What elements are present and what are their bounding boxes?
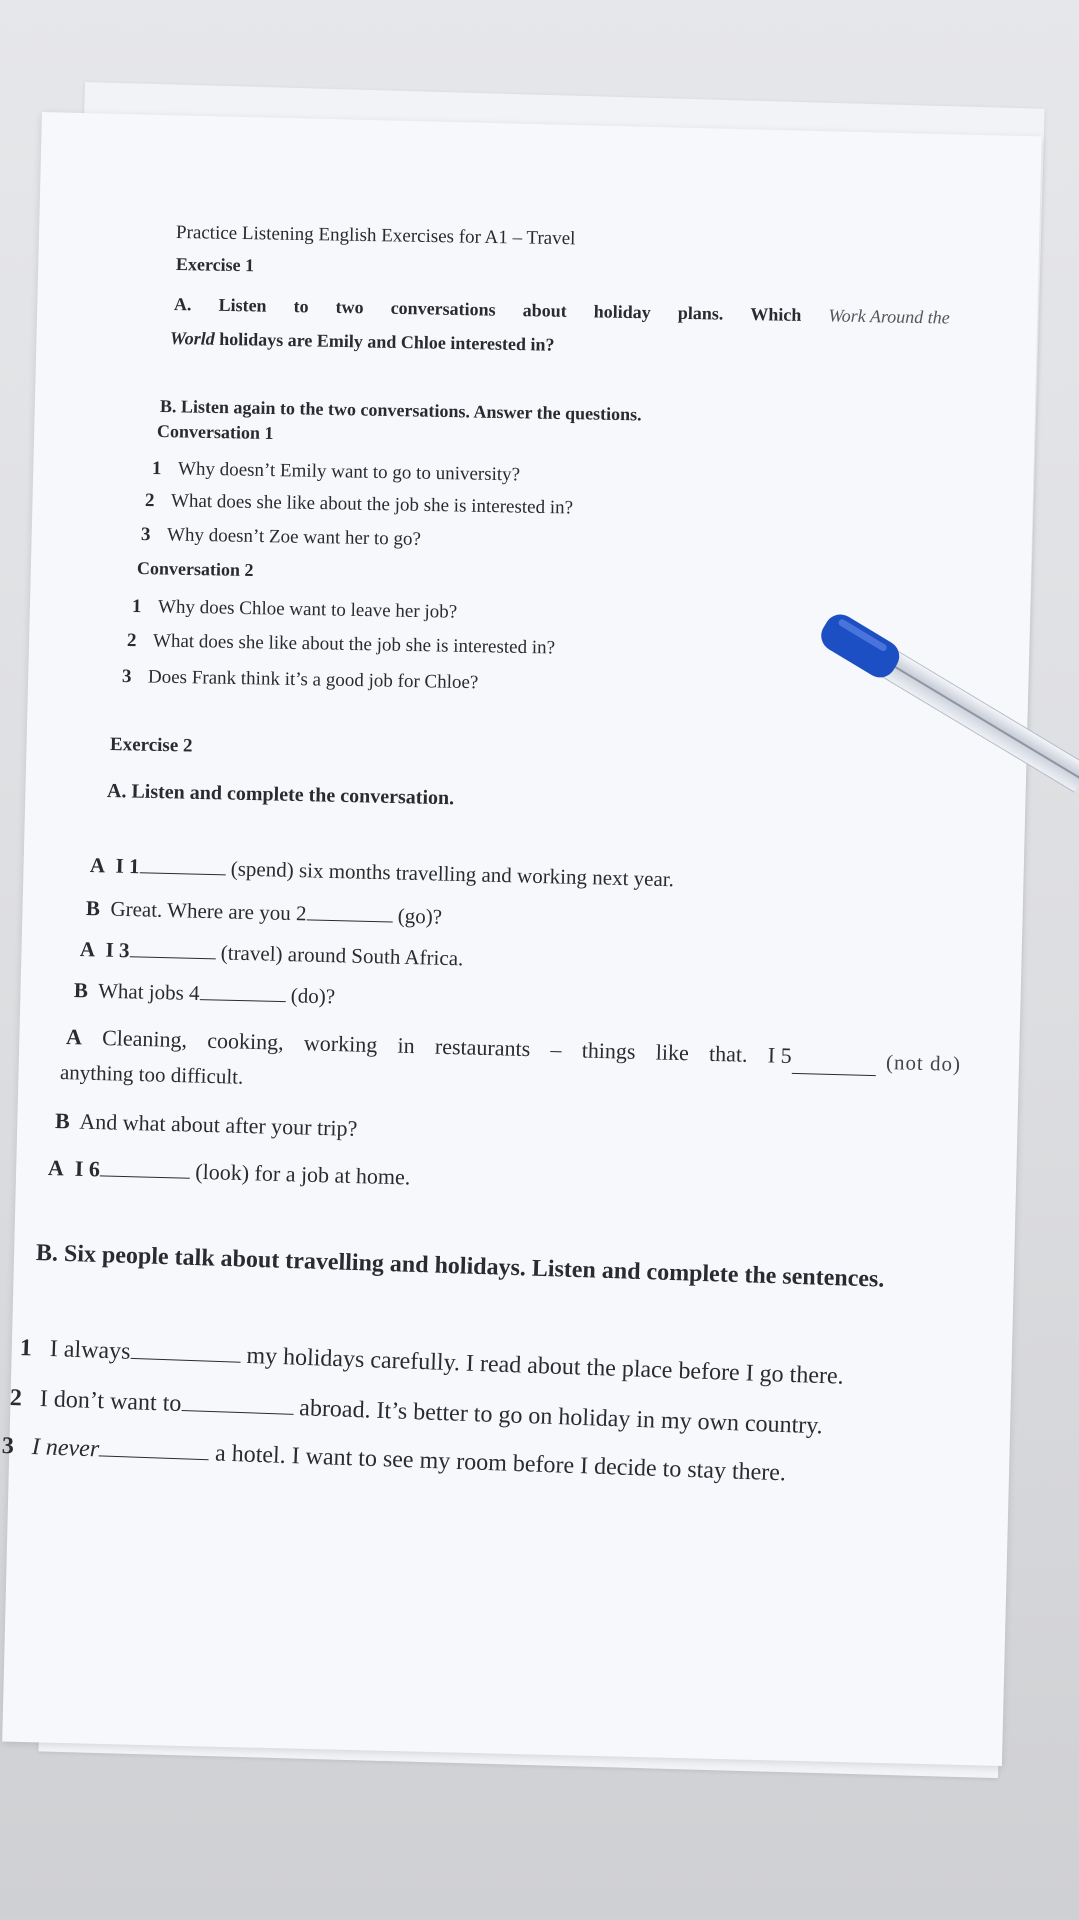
sentence-blank-1[interactable]	[130, 1334, 241, 1363]
sentence-1: 1 I always my holidays carefully. I read about the place before I go there.	[19, 1335, 845, 1390]
dialogue-line-3: A I 3 (travel) around South Africa.	[79, 937, 464, 971]
conv2-question-3: 3 Does Frank think it’s a good job for Chloe?	[121, 666, 479, 694]
exercise-1-a-line1: A. Listen to two conversations about holiday plans. Which Work Around the	[173, 294, 950, 328]
exercise-1-a-line2: World holidays are Emily and Chloe interested in?	[169, 328, 555, 355]
answer-blank-2[interactable]	[306, 898, 393, 922]
exercise-1-b-instruction: B. Listen again to the two conversations. Answer the questions.	[159, 396, 642, 425]
dialogue-line-5: A Cleaning, cooking, working in restaurants – things like that. I 5	[65, 1024, 792, 1068]
conversation-2-heading: Conversation 2	[136, 558, 254, 581]
dialogue-line-5-cont: anything too difficult.	[59, 1060, 244, 1089]
exercise-2-heading: Exercise 2	[109, 734, 193, 757]
conv2-question-2: 2 What does she like about the job she is interested in?	[126, 630, 556, 659]
conv1-question-3: 3 Why doesn’t Zoe want her to go?	[140, 524, 422, 550]
exercise-2-b-instruction: B. Six people talk about travelling and holidays. Listen and complete the sentences.	[35, 1240, 885, 1293]
conversation-1-heading: Conversation 1	[156, 421, 274, 444]
answer-blank-5[interactable]	[792, 1057, 876, 1076]
sentence-3: 3 I never a hotel. I want to see my room before I decide to stay there.	[1, 1433, 787, 1487]
dialogue-line-6: B And what about after your trip?	[54, 1108, 358, 1141]
answer-blank-1[interactable]	[139, 851, 226, 875]
sentence-blank-3[interactable]	[99, 1431, 210, 1460]
dialogue-line-7: A I 6 (look) for a job at home.	[47, 1155, 411, 1190]
conv1-question-2: 2 What does she like about the job she is interested in?	[144, 490, 574, 519]
exercise-1-heading: Exercise 1	[175, 254, 255, 276]
dialogue-line-2: B Great. Where are you 2 (go)?	[85, 896, 443, 929]
dialogue-line-4: B What jobs 4 (do)?	[73, 978, 336, 1009]
sentence-2: 2 I don’t want to abroad. It’s better to go on holiday in my own country.	[9, 1385, 824, 1440]
conv2-question-1: 1 Why does Chloe want to leave her job?	[131, 596, 458, 623]
conv1-question-1: 1 Why doesn’t Emily want to go to university?	[151, 458, 521, 486]
answer-blank-4[interactable]	[199, 978, 286, 1002]
answer-blank-3[interactable]	[129, 935, 216, 959]
worksheet-title: Practice Listening English Exercises for A1 – Travel	[175, 222, 576, 250]
answer-blank-6[interactable]	[100, 1153, 191, 1178]
dialogue-line-5-hint: (not do)	[885, 1050, 962, 1076]
sentence-blank-2[interactable]	[181, 1386, 294, 1415]
dialogue-line-1: A I 1 (spend) six months travelling and working next year.	[89, 853, 675, 892]
exercise-2-a-instruction: A. Listen and complete the conversation.	[106, 780, 455, 810]
